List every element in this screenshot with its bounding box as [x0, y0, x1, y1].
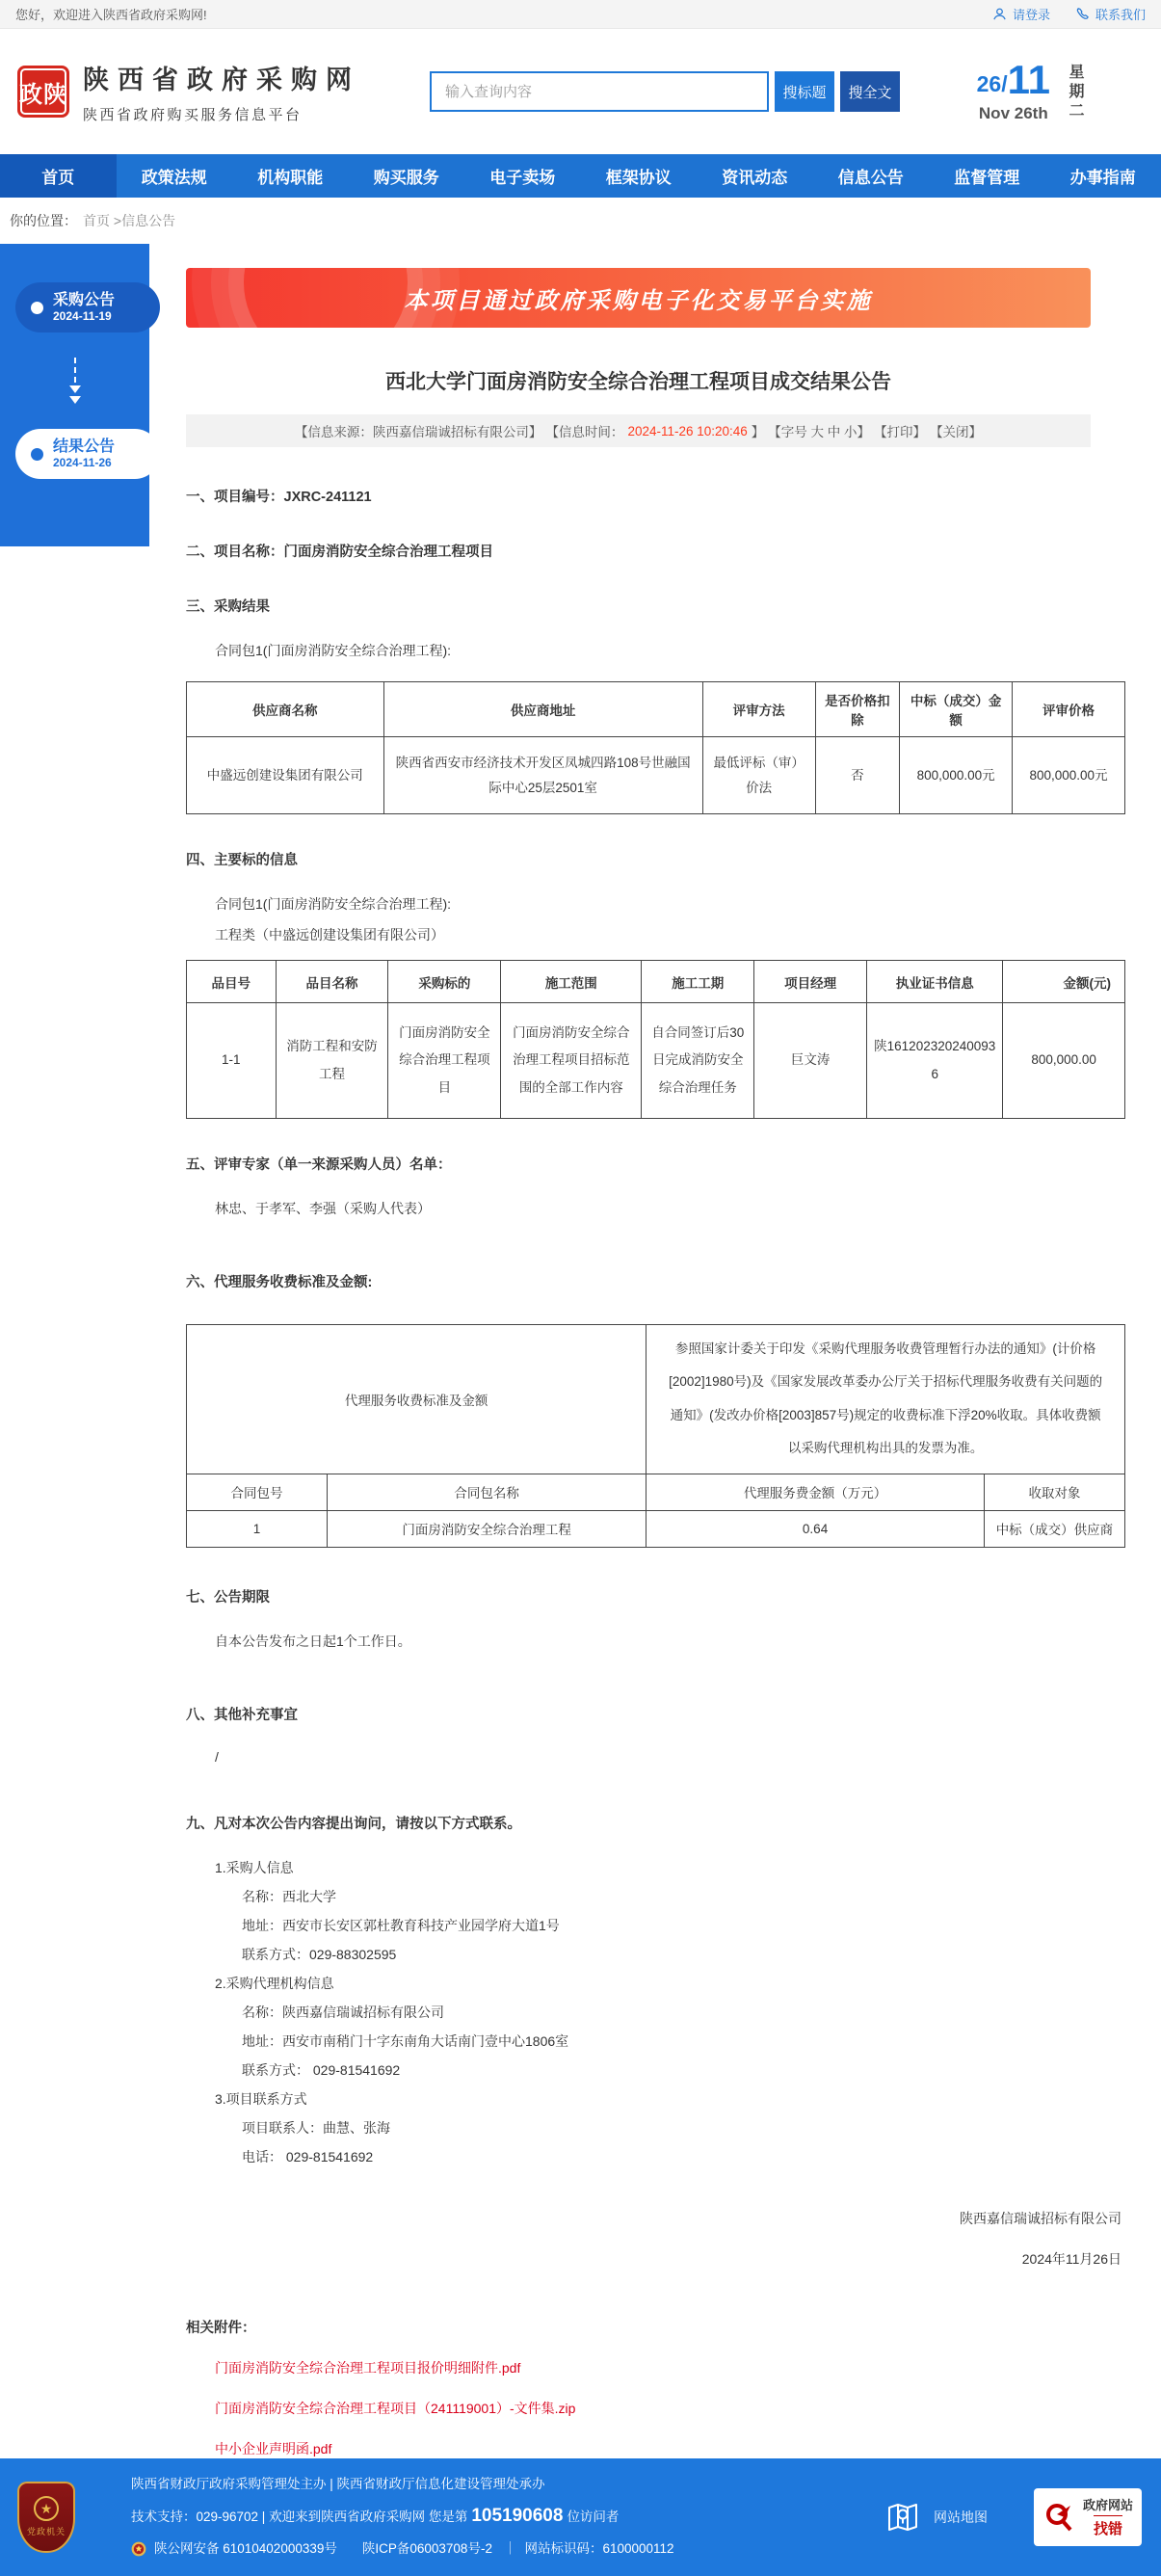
weekday-label: 星期二	[1064, 64, 1086, 121]
table-row: 1 门面房消防安全综合治理工程 0.64 中标（成交）供应商	[187, 1510, 1125, 1547]
visitor-count: 105190608	[471, 2506, 563, 2528]
phone-icon	[1075, 7, 1090, 21]
gov-site-error-report-badge[interactable]: 政府网站 找错	[1034, 2488, 1142, 2546]
print-button[interactable]: 【打印】	[874, 421, 926, 440]
expert-names: 林忠、于孝军、李强（采购人代表）	[215, 1199, 1125, 1218]
buyer-head: 1.采购人信息	[215, 1858, 1125, 1877]
sidebar-item-result-announcement[interactable]: 结果公告 2024-11-26	[15, 429, 160, 479]
topbar	[0, 0, 1161, 29]
footer-beian-line: 陕公网安备 61010402000339号 陕ICP备06003708号-2 ｜ 网站标识码：6100000112	[131, 2541, 674, 2557]
buyer-name: 名称：西北大学	[242, 1887, 1125, 1906]
search-bar	[430, 71, 900, 112]
article-content	[149, 244, 1161, 2458]
attachment-link-sme-declaration-pdf[interactable]: 中小企业声明函.pdf	[215, 2439, 1125, 2458]
section-2-project-name: 二、项目名称：门面房消防安全综合治理工程项目	[186, 541, 1125, 561]
meta-source: 【信息来源：陕西嘉信瑞诚招标有限公司】	[295, 421, 542, 440]
contact-link[interactable]: 联系我们	[1075, 5, 1146, 23]
section-3-head: 三、采购结果	[186, 596, 1125, 616]
nav-item-announcements[interactable]: 信息公告	[813, 154, 930, 198]
table-row: 中盛远创建设集团有限公司 陕西省西安市经济技术开发区凤城四路108号世融国际中心25层2501室 最低评标（审）价法 否 800,000.00元 800,000.00元	[187, 737, 1125, 814]
nav-item-framework[interactable]: 框架协议	[581, 154, 698, 198]
other-matters: /	[215, 1749, 1125, 1765]
section-9-head: 九、凡对本次公告内容提出询问，请按以下方式联系。	[186, 1813, 1125, 1833]
site-logo[interactable]: 政陕	[17, 66, 69, 118]
step-dot	[31, 448, 43, 461]
section-1-project-number: 一、项目编号：JXRC-241121	[186, 486, 1125, 506]
timeline-arrow-icon	[0, 358, 149, 404]
emblem-icon: ★	[34, 2496, 59, 2521]
site-footer	[0, 2458, 1161, 2576]
site-header	[0, 29, 1161, 154]
site-code: 网站标识码：6100000112	[524, 2541, 673, 2557]
close-button[interactable]: 【关闭】	[930, 421, 982, 440]
notice-period: 自本公告发布之日起1个工作日。	[215, 1632, 1125, 1651]
agency-name: 名称：陕西嘉信瑞诚招标有限公司	[242, 2003, 1125, 2022]
beian-number[interactable]: 陕公网安备 61010402000339号	[154, 2541, 337, 2557]
section-6-head: 六、代理服务收费标准及金额:	[186, 1271, 1125, 1291]
sitemap-icon	[884, 2498, 922, 2536]
section-7-head: 七、公告期限	[186, 1586, 1125, 1607]
project-contact-head: 3.项目联系方式	[215, 2089, 1125, 2109]
section-4-category: 工程类（中盛远创建设集团有限公司）	[215, 925, 1125, 944]
fee-policy-row: 代理服务收费标准及金额 参照国家计委关于印发《采购代理服务收费管理暂行办法的通知》(计价格[2002]1980号)及《国家发展改革委办公厅关于招标代理服务收费有关问题的通知》(发改办价格[2003]857号)规定的收费标准下浮20%收取。具体收费额以采购代理机构出具的发票为准。	[187, 1325, 1125, 1474]
main-nav	[0, 154, 1161, 198]
attachments-head: 相关附件：	[186, 2317, 1125, 2337]
attachment-link-quote-pdf[interactable]: 门面房消防安全综合治理工程项目报价明细附件.pdf	[215, 2358, 1125, 2377]
supplier-result-table	[186, 681, 1125, 814]
attachment-link-fileset-zip[interactable]: 门面房消防安全综合治理工程项目（241119001）-文件集.zip	[215, 2399, 1125, 2418]
user-icon	[992, 7, 1007, 21]
table-header-row: 供应商名称 供应商地址 评审方法 是否价格扣除 中标（成交）金额 评审价格	[187, 682, 1125, 737]
project-contact-name: 项目联系人：曲慧、张海	[242, 2118, 1125, 2138]
platform-banner: 本项目通过政府采购电子化交易平台实施	[186, 268, 1091, 328]
section-5-head: 五、评审专家（单一来源采购人员）名单：	[186, 1154, 1125, 1174]
site-subtitle: 陕西省政府购买服务信息平台	[83, 104, 360, 124]
party-government-badge: ★ 党政机关	[17, 2482, 75, 2553]
signoff-company: 陕西嘉信瑞诚招标有限公司	[186, 2209, 1125, 2228]
date-day: 26/	[977, 71, 1008, 97]
footer-support-line: 技术支持：029-96702 | 欢迎来到陕西省政府采购网 您是第 105190608 位访问者	[131, 2506, 674, 2528]
magnifier-icon	[1042, 2501, 1075, 2534]
section-8-head: 八、其他补充事宜	[186, 1704, 1125, 1724]
site-title: 陕西省政府采购网	[83, 59, 360, 96]
section-4-package: 合同包1(门面房消防安全综合治理工程):	[215, 894, 1125, 914]
font-size-controls[interactable]: 【字号 大 中 小】	[768, 421, 870, 440]
nav-item-emall[interactable]: 电子卖场	[464, 154, 581, 198]
nav-item-policies[interactable]: 政策法规	[117, 154, 233, 198]
agency-head: 2.采购代理机构信息	[215, 1974, 1125, 1993]
date-widget	[977, 60, 1130, 123]
meta-time: 2024-11-26 10:20:46	[627, 424, 747, 438]
announcement-timeline	[0, 244, 149, 546]
agency-fee-table	[186, 1324, 1125, 1548]
breadcrumb-label: 你的位置：	[10, 211, 77, 230]
project-contact-phone: 电话： 029-81541692	[242, 2147, 1125, 2166]
agency-address: 地址：西安市南稍门十字东南角大话南门壹中心1806室	[242, 2032, 1125, 2051]
sidebar-item-purchase-announcement[interactable]: 采购公告 2024-11-19	[15, 282, 160, 332]
nav-item-guide[interactable]: 办事指南	[1045, 154, 1161, 198]
icp-number[interactable]: 陕ICP备06003708号-2	[362, 2541, 492, 2557]
login-link[interactable]: 请登录	[992, 5, 1050, 23]
nav-item-supervision[interactable]: 监督管理	[929, 154, 1045, 198]
search-input[interactable]	[430, 71, 769, 112]
buyer-phone: 联系方式：029-88302595	[242, 1945, 1125, 1964]
table-header-row: 合同包号 合同包名称 代理服务费金额（万元） 收取对象	[187, 1474, 1125, 1510]
subject-info-table	[186, 960, 1125, 1119]
date-english: Nov 26th	[977, 104, 1050, 123]
section-4-head: 四、主要标的信息	[186, 849, 1125, 869]
nav-item-purchase-services[interactable]: 购买服务	[349, 154, 465, 198]
table-header-row: 品目号 品目名称 采购标的 施工范围 施工工期 项目经理 执业证书信息 金额(元)	[187, 961, 1125, 1003]
signoff-date: 2024年11月26日	[186, 2249, 1125, 2269]
sitemap-link[interactable]: 网站地图	[884, 2498, 988, 2536]
welcome-text: 您好，欢迎进入陕西省政府采购网!	[15, 5, 207, 23]
nav-item-functions[interactable]: 机构职能	[232, 154, 349, 198]
nav-item-news[interactable]: 资讯动态	[697, 154, 813, 198]
article-title: 西北大学门面房消防安全综合治理工程项目成交结果公告	[186, 366, 1091, 395]
footer-organizer-line: 陕西省财政厅政府采购管理处主办 | 陕西省财政厅信息化建设管理处承办	[131, 2477, 674, 2492]
step-dot	[31, 302, 43, 314]
breadcrumb-path[interactable]: 首页 >信息公告	[83, 211, 175, 230]
public-security-badge-icon	[131, 2541, 146, 2557]
buyer-address: 地址：西安市长安区郭杜教育科技产业园学府大道1号	[242, 1916, 1125, 1935]
agency-phone: 联系方式： 029-81541692	[242, 2060, 1125, 2080]
nav-item-home[interactable]: 首页	[0, 154, 117, 198]
search-fulltext-button[interactable]: 搜全文	[840, 71, 900, 112]
section-3-package: 合同包1(门面房消防安全综合治理工程):	[215, 641, 1125, 660]
table-row: 1-1 消防工程和安防工程 门面房消防安全综合治理工程项目 门面房消防安全综合治理工程项目招标范围的全部工作内容 自合同签订后30日完成消防安全综合治理任务 巨文涛 陕1612023202400936 800,000.00	[187, 1003, 1125, 1119]
date-month: 11	[1008, 60, 1050, 100]
article-meta: 【信息来源：陕西嘉信瑞诚招标有限公司】 【信息时间： 2024-11-26 10:20:46 】 【字号 大 中 小】 【打印】 【关闭】	[186, 414, 1091, 447]
breadcrumb	[0, 198, 1161, 244]
search-title-button[interactable]: 搜标题	[775, 71, 834, 112]
